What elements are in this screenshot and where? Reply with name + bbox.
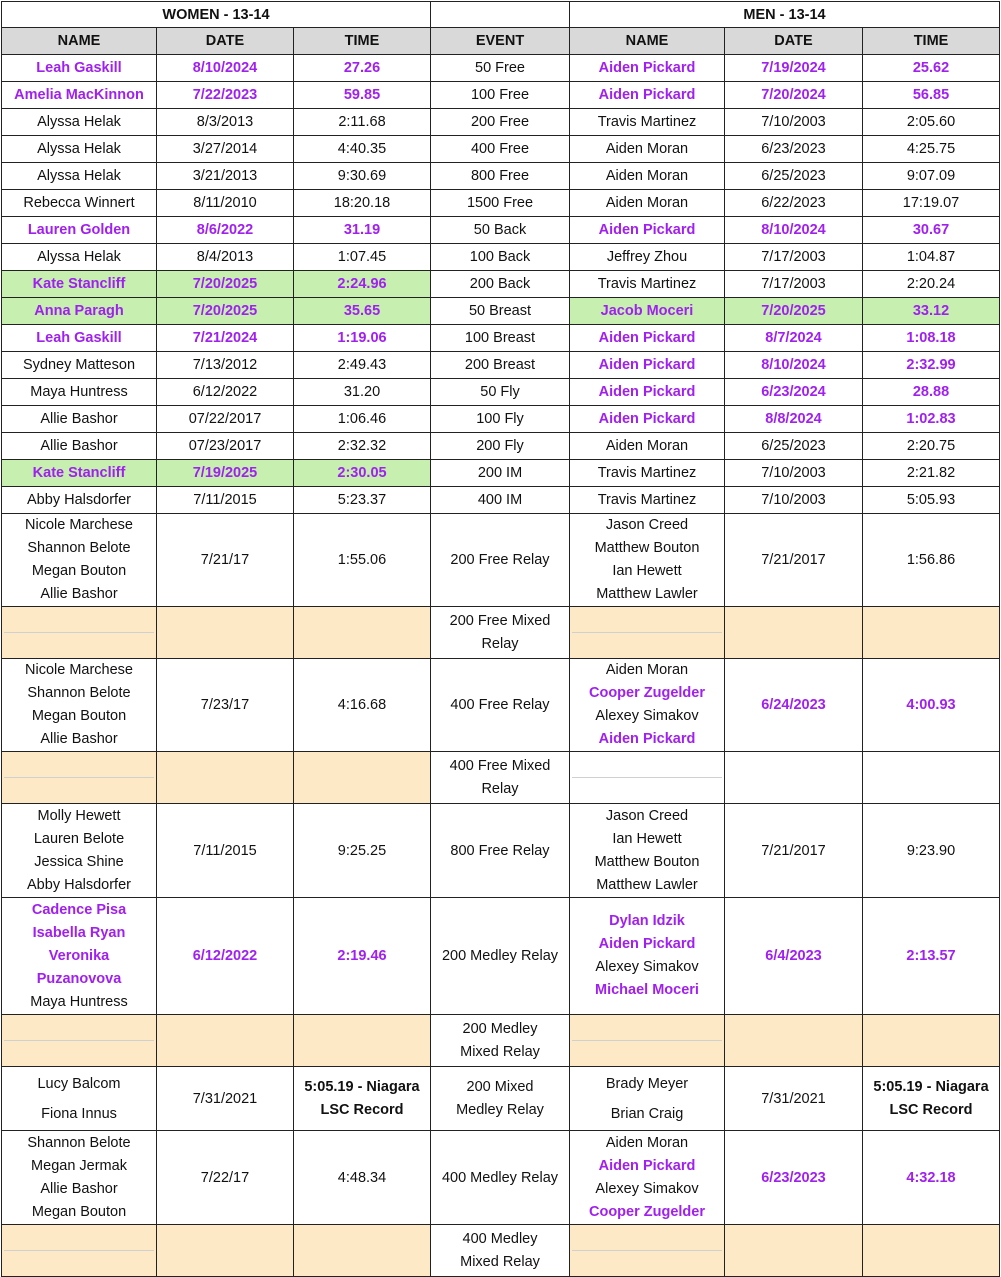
women-date: 6/12/2022 [157, 898, 294, 1015]
men-name: Jeffrey Zhou [570, 244, 725, 271]
event: 400 Free [431, 136, 570, 163]
women-date: 8/4/2013 [157, 244, 294, 271]
women-name: Leah Gaskill [2, 55, 157, 82]
men-time: 2:21.82 [863, 460, 1000, 487]
event: 400 Medley Mixed Relay [431, 1225, 570, 1277]
event: 200 Back [431, 271, 570, 298]
women-relay-names: Nicole Marchese Shannon Belote Megan Bouton Allie Bashor [2, 514, 157, 607]
women-date: 6/12/2022 [157, 379, 294, 406]
table-row [2, 271, 1000, 298]
women-empty [294, 607, 431, 659]
men-date: 8/10/2024 [725, 352, 863, 379]
table-row [2, 55, 1000, 82]
women-time: 9:25.25 [294, 804, 431, 898]
women-empty [294, 1225, 431, 1277]
women-time: 27.26 [294, 55, 431, 82]
women-name: Anna Paragh [2, 298, 157, 325]
event-header: EVENT [431, 28, 570, 55]
men-date: 7/21/2017 [725, 514, 863, 607]
women-time: 2:49.43 [294, 352, 431, 379]
men-date: 6/4/2023 [725, 898, 863, 1015]
event: 200 IM [431, 460, 570, 487]
women-date: 07/23/2017 [157, 433, 294, 460]
event: 200 Free Mixed Relay [431, 607, 570, 659]
event: 400 IM [431, 487, 570, 514]
women-empty [294, 752, 431, 804]
men-name: Travis Martinez [570, 109, 725, 136]
table-row [2, 325, 1000, 352]
men-relay-names: Jason Creed Matthew Bouton Ian Hewett Matthew Lawler [570, 514, 725, 607]
event: 200 Free [431, 109, 570, 136]
relay-row [2, 752, 1000, 804]
men-time: 1:02.83 [863, 406, 1000, 433]
women-date: 7/21/2024 [157, 325, 294, 352]
men-name: Travis Martinez [570, 487, 725, 514]
women-empty [157, 1225, 294, 1277]
event: 400 Free Mixed Relay [431, 752, 570, 804]
men-date: 6/25/2023 [725, 163, 863, 190]
women-date: 07/22/2017 [157, 406, 294, 433]
women-name: Alyssa Helak [2, 244, 157, 271]
women-time: 9:30.69 [294, 163, 431, 190]
men-name: Travis Martinez [570, 271, 725, 298]
table-row [2, 163, 1000, 190]
men-header: MEN - 13-14 [570, 2, 1000, 28]
event: 400 Medley Relay [431, 1131, 570, 1225]
women-name: Kate Stancliff [2, 460, 157, 487]
men-time: 25.62 [863, 55, 1000, 82]
women-time: 2:11.68 [294, 109, 431, 136]
event: 200 Mixed Medley Relay [431, 1067, 570, 1131]
women-time: 31.19 [294, 217, 431, 244]
women-time: 4:48.34 [294, 1131, 431, 1225]
relay-row [2, 898, 1000, 1015]
men-empty [725, 1015, 863, 1067]
men-name: Aiden Moran [570, 136, 725, 163]
men-time: 2:20.24 [863, 271, 1000, 298]
men-name: Aiden Pickard [570, 55, 725, 82]
men-time: 2:32.99 [863, 352, 1000, 379]
women-name: Alyssa Helak [2, 136, 157, 163]
women-time: 59.85 [294, 82, 431, 109]
event: 50 Breast [431, 298, 570, 325]
relay-row [2, 1015, 1000, 1067]
women-time: 4:40.35 [294, 136, 431, 163]
men-time: 4:00.93 [863, 659, 1000, 752]
women-name: Allie Bashor [2, 433, 157, 460]
men-time: 4:25.75 [863, 136, 1000, 163]
table-row [2, 406, 1000, 433]
men-time-header: TIME [863, 28, 1000, 55]
women-time: 1:19.06 [294, 325, 431, 352]
women-name: Abby Halsdorfer [2, 487, 157, 514]
women-empty [157, 607, 294, 659]
men-date: 6/25/2023 [725, 433, 863, 460]
relay-row [2, 659, 1000, 752]
women-date: 7/13/2012 [157, 352, 294, 379]
relay-row [2, 1067, 1000, 1131]
women-time: 5:05.19 - Niagara LSC Record [294, 1067, 431, 1131]
event: 100 Breast [431, 325, 570, 352]
women-date: 7/19/2025 [157, 460, 294, 487]
men-name: Aiden Pickard [570, 352, 725, 379]
relay-row [2, 1225, 1000, 1277]
women-time: 4:16.68 [294, 659, 431, 752]
women-name: Amelia MacKinnon [2, 82, 157, 109]
men-date: 8/7/2024 [725, 325, 863, 352]
men-empty [863, 607, 1000, 659]
women-relay-names: Nicole Marchese Shannon Belote Megan Bouton Allie Bashor [2, 659, 157, 752]
men-date: 7/20/2025 [725, 298, 863, 325]
women-time: 2:32.32 [294, 433, 431, 460]
table-row [2, 433, 1000, 460]
table-row [2, 379, 1000, 406]
women-date: 8/11/2010 [157, 190, 294, 217]
men-relay-names: Aiden Moran Cooper Zugelder Alexey Simakov Aiden Pickard [570, 659, 725, 752]
men-empty [863, 1015, 1000, 1067]
women-name: Sydney Matteson [2, 352, 157, 379]
women-date: 7/22/2023 [157, 82, 294, 109]
men-time: 1:08.18 [863, 325, 1000, 352]
men-date: 6/23/2023 [725, 1131, 863, 1225]
event: 50 Fly [431, 379, 570, 406]
men-empty [570, 1225, 725, 1277]
women-date: 3/21/2013 [157, 163, 294, 190]
women-empty [2, 607, 157, 659]
women-date-header: DATE [157, 28, 294, 55]
men-date: 7/31/2021 [725, 1067, 863, 1131]
men-relay-names: Jason Creed Ian Hewett Matthew Bouton Matthew Lawler [570, 804, 725, 898]
event: 800 Free [431, 163, 570, 190]
men-name: Travis Martinez [570, 460, 725, 487]
women-date: 7/11/2015 [157, 487, 294, 514]
men-name: Aiden Pickard [570, 379, 725, 406]
women-time: 18:20.18 [294, 190, 431, 217]
event: 50 Free [431, 55, 570, 82]
men-date: 6/23/2024 [725, 379, 863, 406]
men-time: 9:23.90 [863, 804, 1000, 898]
event-header-spacer [431, 2, 570, 28]
men-time: 9:07.09 [863, 163, 1000, 190]
table-row [2, 298, 1000, 325]
men-time: 5:05.93 [863, 487, 1000, 514]
men-empty [570, 752, 725, 804]
men-time: 17:19.07 [863, 190, 1000, 217]
women-date: 7/20/2025 [157, 271, 294, 298]
women-time: 1:06.46 [294, 406, 431, 433]
women-date: 8/6/2022 [157, 217, 294, 244]
men-relay-names: Brady Meyer Brian Craig [570, 1067, 725, 1131]
men-time: 4:32.18 [863, 1131, 1000, 1225]
men-time: 2:20.75 [863, 433, 1000, 460]
men-empty [725, 607, 863, 659]
men-date: 6/23/2023 [725, 136, 863, 163]
men-time: 30.67 [863, 217, 1000, 244]
men-name: Aiden Pickard [570, 406, 725, 433]
women-header: WOMEN - 13-14 [2, 2, 431, 28]
men-date: 6/22/2023 [725, 190, 863, 217]
men-time: 56.85 [863, 82, 1000, 109]
women-empty [2, 752, 157, 804]
women-date: 3/27/2014 [157, 136, 294, 163]
men-name: Aiden Moran [570, 190, 725, 217]
women-relay-names: Lucy Balcom Fiona Innus [2, 1067, 157, 1131]
men-date: 7/10/2003 [725, 460, 863, 487]
women-date: 8/3/2013 [157, 109, 294, 136]
table-row [2, 244, 1000, 271]
men-name: Aiden Moran [570, 433, 725, 460]
women-date: 7/31/2021 [157, 1067, 294, 1131]
women-name: Maya Huntress [2, 379, 157, 406]
men-name: Jacob Moceri [570, 298, 725, 325]
event: 50 Back [431, 217, 570, 244]
women-name: Lauren Golden [2, 217, 157, 244]
men-name: Aiden Pickard [570, 217, 725, 244]
event: 100 Back [431, 244, 570, 271]
event: 200 Medley Mixed Relay [431, 1015, 570, 1067]
event: 100 Free [431, 82, 570, 109]
table-row [2, 217, 1000, 244]
women-time: 35.65 [294, 298, 431, 325]
women-empty [294, 1015, 431, 1067]
men-time: 5:05.19 - Niagara LSC Record [863, 1067, 1000, 1131]
women-name-header: NAME [2, 28, 157, 55]
men-date: 8/10/2024 [725, 217, 863, 244]
women-empty [157, 1015, 294, 1067]
event: 200 Breast [431, 352, 570, 379]
women-date: 7/20/2025 [157, 298, 294, 325]
men-date: 6/24/2023 [725, 659, 863, 752]
table-row [2, 136, 1000, 163]
men-time: 1:56.86 [863, 514, 1000, 607]
men-date: 7/10/2003 [725, 487, 863, 514]
men-empty [725, 752, 863, 804]
event: 200 Fly [431, 433, 570, 460]
women-empty [2, 1015, 157, 1067]
women-time: 2:19.46 [294, 898, 431, 1015]
event: 200 Free Relay [431, 514, 570, 607]
women-time: 5:23.37 [294, 487, 431, 514]
women-name: Alyssa Helak [2, 109, 157, 136]
men-date-header: DATE [725, 28, 863, 55]
men-date: 7/21/2017 [725, 804, 863, 898]
men-relay-names: Aiden Moran Aiden Pickard Alexey Simakov Cooper Zugelder [570, 1131, 725, 1225]
relay-row [2, 607, 1000, 659]
men-time: 2:05.60 [863, 109, 1000, 136]
men-empty [570, 607, 725, 659]
men-name: Aiden Pickard [570, 325, 725, 352]
event: 100 Fly [431, 406, 570, 433]
men-date: 8/8/2024 [725, 406, 863, 433]
relay-row [2, 1131, 1000, 1225]
women-empty [157, 752, 294, 804]
women-name: Rebecca Winnert [2, 190, 157, 217]
table-row [2, 352, 1000, 379]
men-date: 7/17/2003 [725, 244, 863, 271]
women-time: 1:55.06 [294, 514, 431, 607]
women-relay-names: Cadence Pisa Isabella Ryan Veronika Puzanovova Maya Huntress [2, 898, 157, 1015]
women-name: Leah Gaskill [2, 325, 157, 352]
women-name: Kate Stancliff [2, 271, 157, 298]
relay-row [2, 804, 1000, 898]
men-date: 7/17/2003 [725, 271, 863, 298]
women-date: 7/23/17 [157, 659, 294, 752]
men-empty [863, 1225, 1000, 1277]
men-empty [725, 1225, 863, 1277]
table-row [2, 82, 1000, 109]
men-name: Aiden Moran [570, 163, 725, 190]
men-relay-names: Dylan Idzik Aiden Pickard Alexey Simakov Michael Moceri [570, 898, 725, 1015]
event: 1500 Free [431, 190, 570, 217]
women-date: 8/10/2024 [157, 55, 294, 82]
table-row [2, 190, 1000, 217]
event: 800 Free Relay [431, 804, 570, 898]
men-time: 33.12 [863, 298, 1000, 325]
women-name: Allie Bashor [2, 406, 157, 433]
women-time-header: TIME [294, 28, 431, 55]
men-empty [570, 1015, 725, 1067]
table-row [2, 109, 1000, 136]
event: 400 Free Relay [431, 659, 570, 752]
women-time: 31.20 [294, 379, 431, 406]
women-date: 7/21/17 [157, 514, 294, 607]
men-name-header: NAME [570, 28, 725, 55]
men-date: 7/10/2003 [725, 109, 863, 136]
women-empty [2, 1225, 157, 1277]
women-relay-names: Shannon Belote Megan Jermak Allie Bashor Megan Bouton [2, 1131, 157, 1225]
men-time: 1:04.87 [863, 244, 1000, 271]
women-date: 7/22/17 [157, 1131, 294, 1225]
women-name: Alyssa Helak [2, 163, 157, 190]
table-row [2, 487, 1000, 514]
relay-row [2, 514, 1000, 607]
women-time: 1:07.45 [294, 244, 431, 271]
men-name: Aiden Pickard [570, 82, 725, 109]
men-empty [863, 752, 1000, 804]
women-relay-names: Molly Hewett Lauren Belote Jessica Shine Abby Halsdorfer [2, 804, 157, 898]
men-date: 7/19/2024 [725, 55, 863, 82]
women-time: 2:24.96 [294, 271, 431, 298]
event: 200 Medley Relay [431, 898, 570, 1015]
women-time: 2:30.05 [294, 460, 431, 487]
women-date: 7/11/2015 [157, 804, 294, 898]
records-table [1, 1, 1000, 1277]
men-date: 7/20/2024 [725, 82, 863, 109]
table-row [2, 460, 1000, 487]
men-time: 2:13.57 [863, 898, 1000, 1015]
men-time: 28.88 [863, 379, 1000, 406]
